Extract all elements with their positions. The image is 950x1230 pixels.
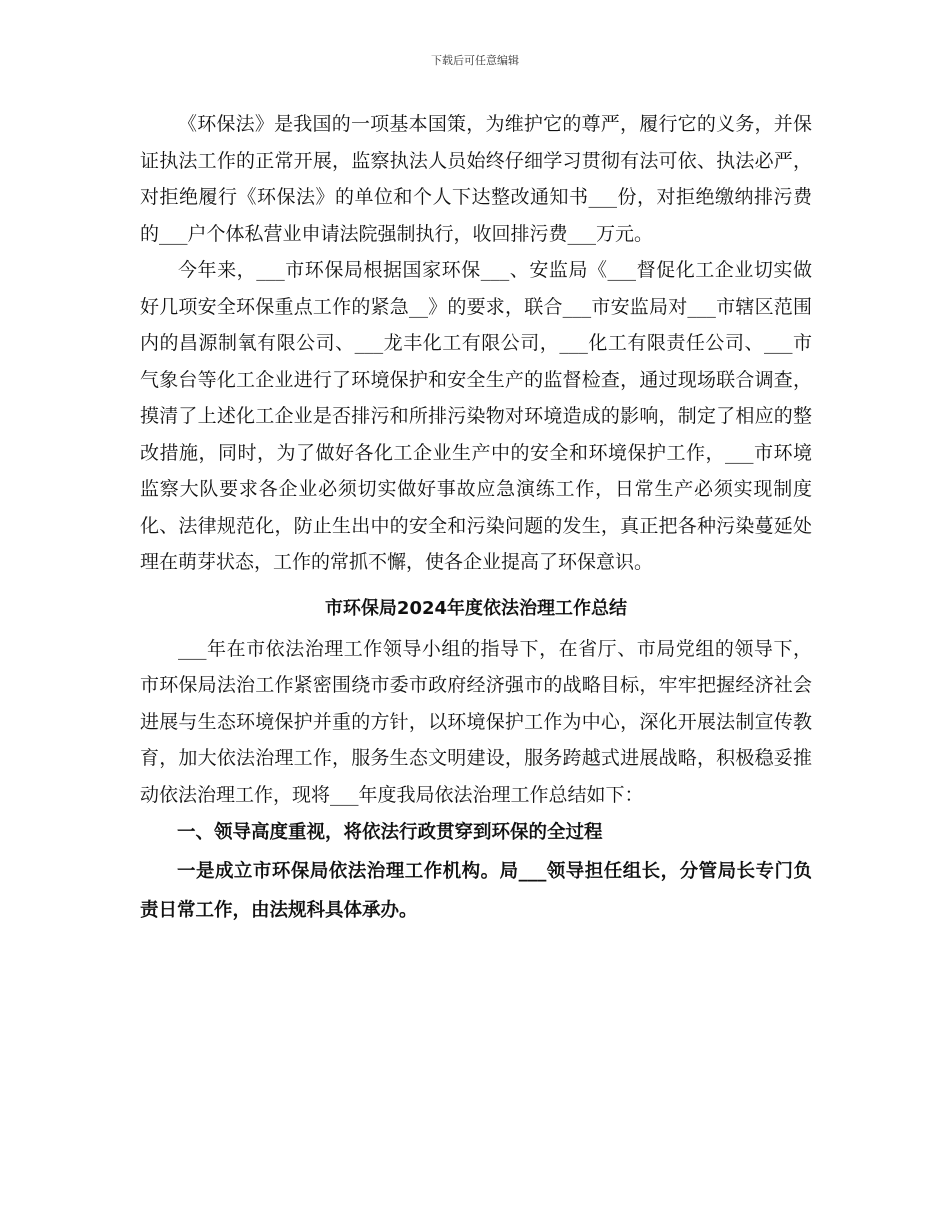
paragraph-environmental-law: 《环保法》是我国的一项基本国策，为维护它的尊严，履行它的义务，并保证执法工作的正常开展，监察执法人员始终仔细学习贯彻有法可依、执法必严，对拒绝履行《环保法》的单位和个人下达整改通知书___份，对拒绝缴纳排污费的___户个体私营业申请法院强制执行，收回排污费___万元。 <box>140 113 812 245</box>
page-header: 下载后可任意编辑 <box>431 54 519 67</box>
heading-leadership: 一、领导高度重视，将依法行政贯穿到环保的全过程 <box>177 822 603 843</box>
paragraph-summary-intro: ___年在市依法治理工作领导小组的指导下，在省厅、市局党组的领导下，市环保局法治工作紧密围绕市委市政府经济强市的战略目标，牢牢把握经济社会进展与生态环境保护并重的方针，以环境保护工作为中心，深化开展法制宣传教育，加大依法治理工作，服务生态文明建设，服务跨越式进展战略，积极稳妥推动依法治理工作，现将___年度我局依法治理工作总结如下： <box>140 637 812 806</box>
paragraph-chemical-inspection: 今年来，___市环保局根据国家环保___、安监局《___督促化工企业切实做好几项安全环保重点工作的紧急__》的要求，联合___市安监局对___市辖区范围内的昌源制氧有限公司、___龙丰化工有限公司，___化工有限责任公司、___市气象台等化工企业进行了环境保护和安全生产的监督检查，通过现场联合调查，摸清了上述化工企业是否排污和所排污染物对环境造成的影响，制定了相应的整改措施，同时，为了做好各化工企业生产中的安全和环境保护工作，___市环境监察大队要求各企业必须切实做好事故应急演练工作，日常生产必须实现制度化、法律规范化，防止生出中的安全和污染问题的发生，真正把各种污染蔓延处理在萌芽状态，工作的常抓不懈，使各企业提高了环保意识。 <box>140 259 812 573</box>
paragraph-organization: 一是成立市环保局依法治理工作机构。局___领导担任组长，分管局长专门负责日常工作，由法规科具体承办。 <box>140 861 812 921</box>
document-body <box>140 106 812 930</box>
section-title: 市环保局2024年度依法治理工作总结 <box>324 597 628 619</box>
